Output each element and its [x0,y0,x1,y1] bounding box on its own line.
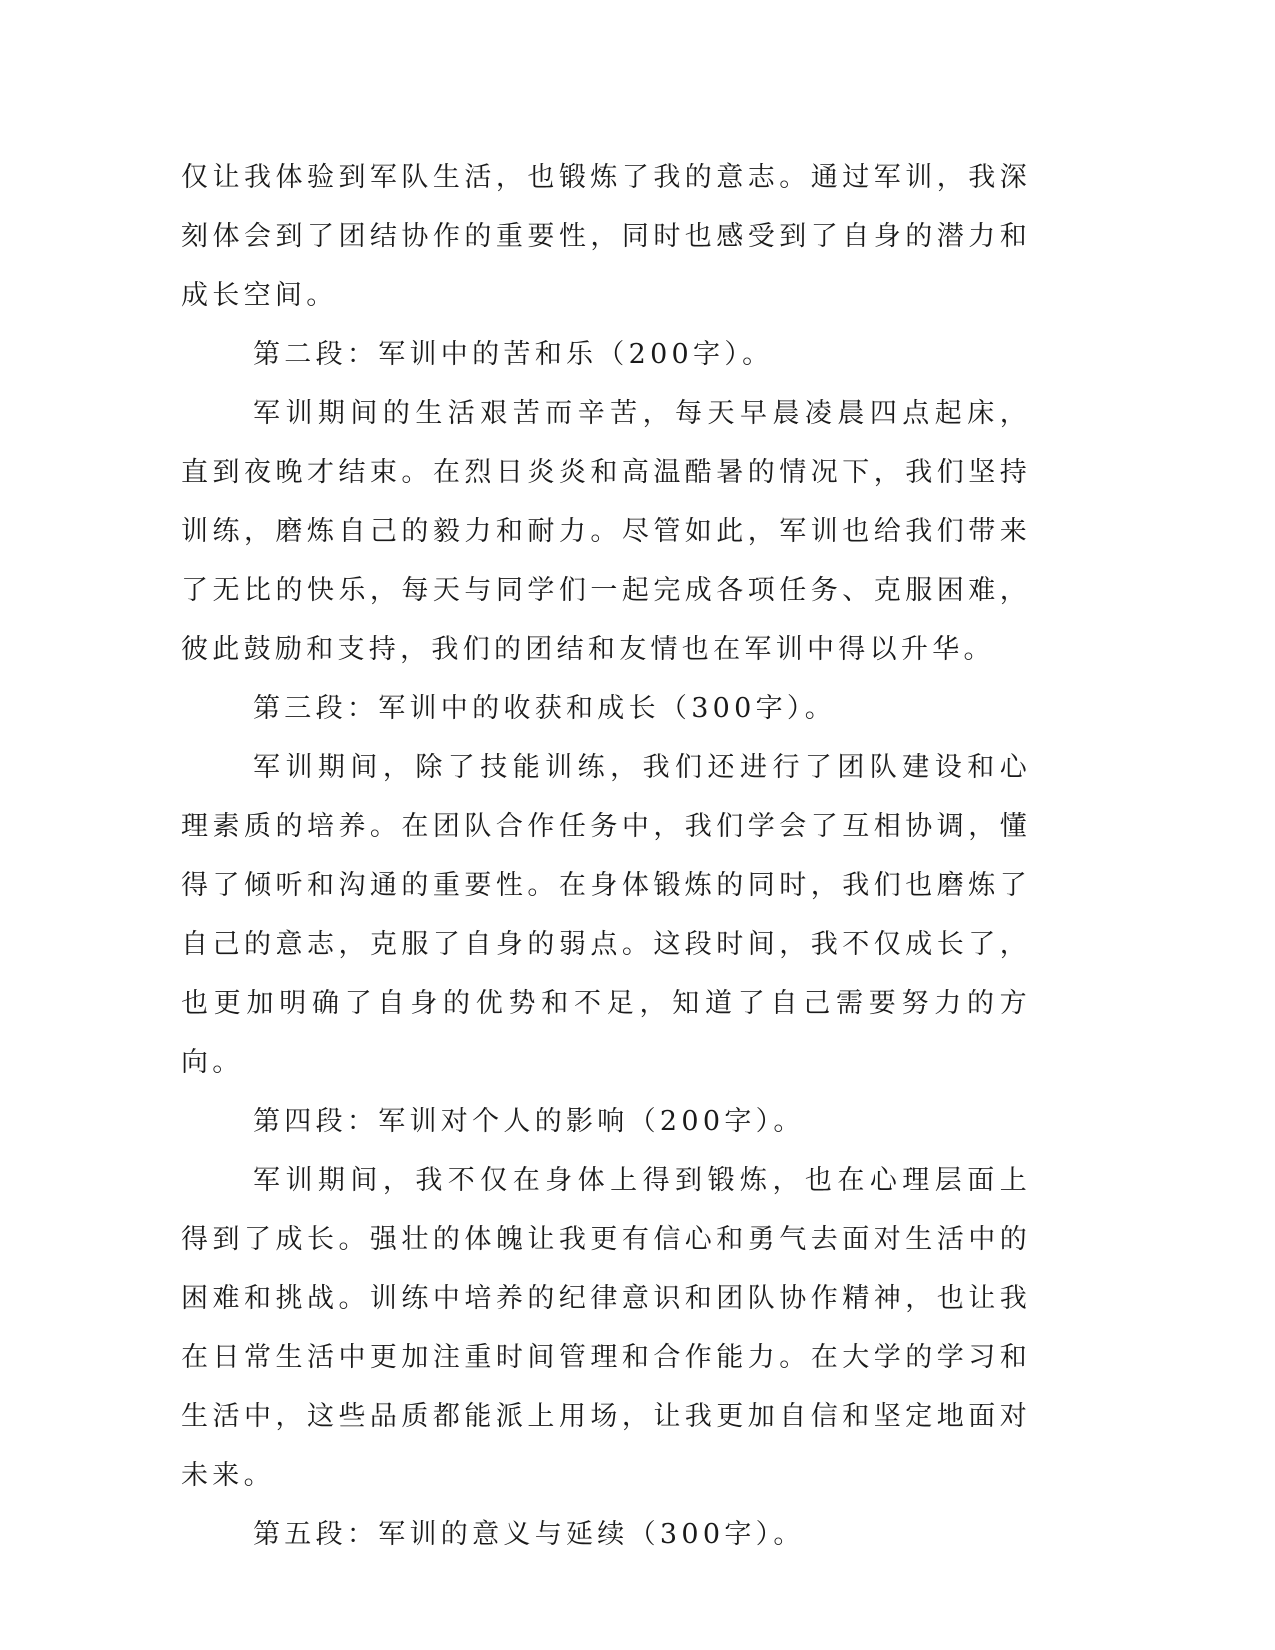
body-paragraph: 军训期间，除了技能训练，我们还进行了团队建设和心理素质的培养。在团队合作任务中，我们学会了互相协调，懂得了倾听和沟通的重要性。在身体锻炼的同时，我们也磨炼了自己的意志，克服了自身的弱点。这段时间，我不仅成长了，也更加明确了自身的优势和不足，知道了自己需要努力的方向。 [181,752,1031,1078]
body-paragraph-continued: 仅让我体验到军队生活，也锻炼了我的意志。通过军训，我深刻体会到了团结协作的重要性，同时也感受到了自身的潜力和成长空间。 [181,162,1031,311]
section-heading-4: 第四段：军训对个人的影响（200字）。 [253,1106,805,1137]
section-heading-3: 第三段：军训中的收获和成长（300字）。 [253,693,837,724]
body-paragraph: 军训期间，我不仅在身体上得到锻炼，也在心理层面上得到了成长。强壮的体魄让我更有信心和勇气去面对生活中的困难和挑战。训练中培养的纪律意识和团队协作精神，也让我在日常生活中更加注重时间管理和合作能力。在大学的学习和生活中，这些品质都能派上用场，让我更加自信和坚定地面对未来。 [181,1165,1031,1491]
section-heading-2: 第二段：军训中的苦和乐（200字）。 [253,339,774,370]
document-body [181,148,1031,1564]
section-heading-5: 第五段：军训的意义与延续（300字）。 [253,1519,805,1550]
body-paragraph: 军训期间的生活艰苦而辛苦，每天早晨凌晨四点起床，直到夜晚才结束。在烈日炎炎和高温酷暑的情况下，我们坚持训练，磨炼自己的毅力和耐力。尽管如此，军训也给我们带来了无比的快乐，每天与同学们一起完成各项任务、克服困难，彼此鼓励和支持，我们的团结和友情也在军训中得以升华。 [181,398,1031,665]
